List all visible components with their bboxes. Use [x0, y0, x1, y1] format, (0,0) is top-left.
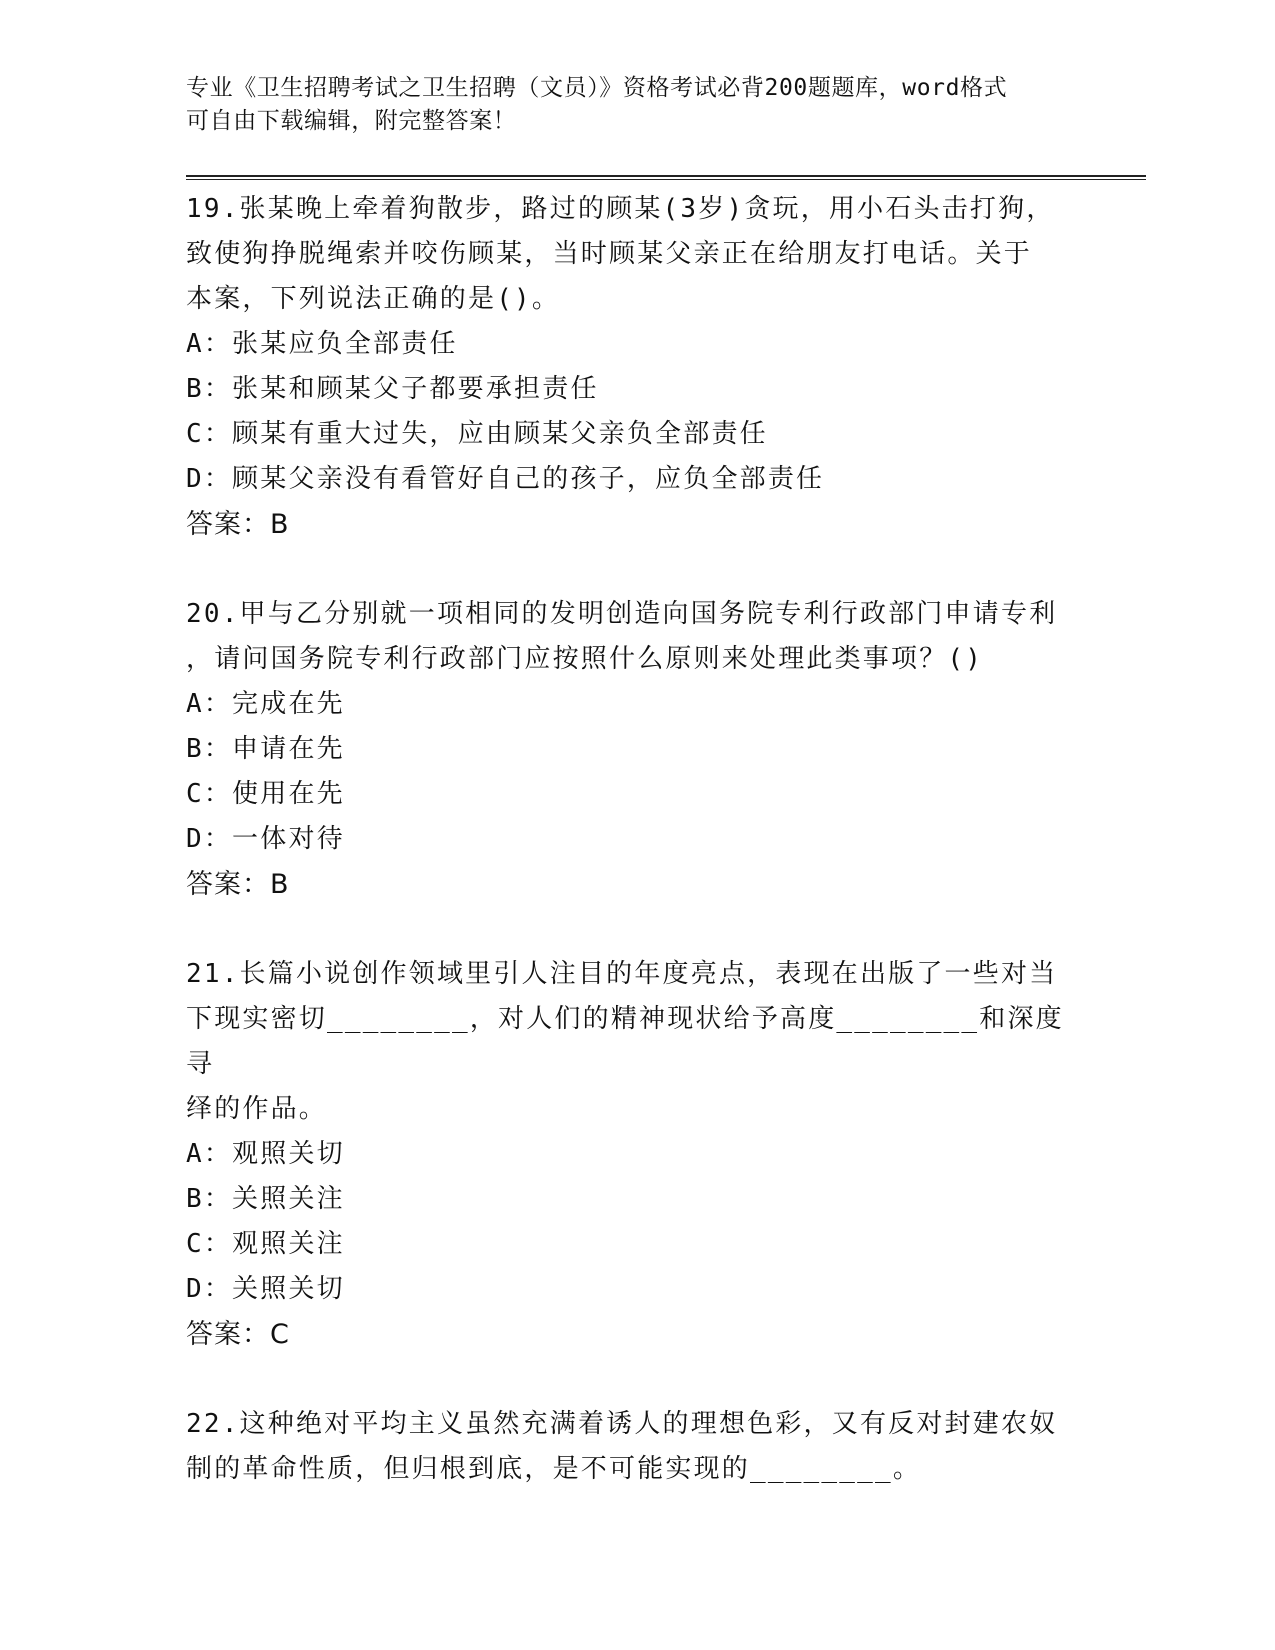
option-b: B：申请在先 — [186, 734, 345, 764]
option-d: D：关照关切 — [186, 1274, 345, 1304]
header-divider — [186, 175, 1146, 180]
stem-line: 制的革命性质，但归根到底，是不可能实现的________。 — [186, 1454, 922, 1484]
stem-line: 20.甲与乙分别就一项相同的发明创造向国务院专利行政部门申请专利 — [186, 599, 1058, 629]
option-a: A：观照关切 — [186, 1139, 345, 1169]
stem-line: 19.张某晚上牵着狗散步，路过的顾某(3岁)贪玩，用小石头击打狗， — [186, 194, 1055, 224]
stem-line: 绎的作品。 — [186, 1094, 328, 1124]
stem-line: 下现实密切________，对人们的精神现状给予高度________和深度寻 — [186, 1004, 1064, 1079]
option-c: C：顾某有重大过失，应由顾某父亲负全部责任 — [186, 419, 768, 449]
option-c: C：观照关注 — [186, 1229, 345, 1259]
stem-line: 本案，下列说法正确的是()。 — [186, 284, 561, 314]
question-stem — [186, 187, 1086, 322]
question-20 — [186, 592, 1086, 907]
header-line-2: 可自由下载编辑，附完整答案！ — [186, 108, 517, 134]
option-d: D：顾某父亲没有看管好自己的孩子，应负全部责任 — [186, 464, 825, 494]
question-stem — [186, 592, 1086, 682]
document-header — [186, 72, 1066, 138]
question-22 — [186, 1402, 1086, 1492]
question-spacer — [186, 1357, 1086, 1402]
question-stem — [186, 952, 1086, 1132]
question-19 — [186, 187, 1086, 547]
question-list — [186, 187, 1086, 1492]
option-d: D：一体对待 — [186, 824, 345, 854]
option-a: A：张某应负全部责任 — [186, 329, 458, 359]
stem-line: 21.长篇小说创作领域里引人注目的年度亮点，表现在出版了一些对当 — [186, 959, 1058, 989]
header-line-1: 专业《卫生招聘考试之卫生招聘（文员）》资格考试必背200题题库，word格式 — [186, 75, 1008, 101]
answer-line: 答案：B — [186, 509, 290, 540]
stem-line: 致使狗挣脱绳索并咬伤顾某，当时顾某父亲正在给朋友打电话。关于 — [186, 239, 1033, 269]
stem-line: ，请问国务院专利行政部门应按照什么原则来处理此类事项？() — [186, 644, 984, 674]
option-a: A：完成在先 — [186, 689, 345, 719]
answer-line: 答案：C — [186, 1319, 290, 1350]
question-stem — [186, 1402, 1086, 1492]
question-21 — [186, 952, 1086, 1357]
question-spacer — [186, 547, 1086, 592]
option-b: B：关照关注 — [186, 1184, 345, 1214]
stem-line: 22.这种绝对平均主义虽然充满着诱人的理想色彩，又有反对封建农奴 — [186, 1409, 1058, 1439]
answer-line: 答案：B — [186, 869, 290, 900]
question-spacer — [186, 907, 1086, 952]
option-b: B：张某和顾某父子都要承担责任 — [186, 374, 599, 404]
option-c: C：使用在先 — [186, 779, 345, 809]
